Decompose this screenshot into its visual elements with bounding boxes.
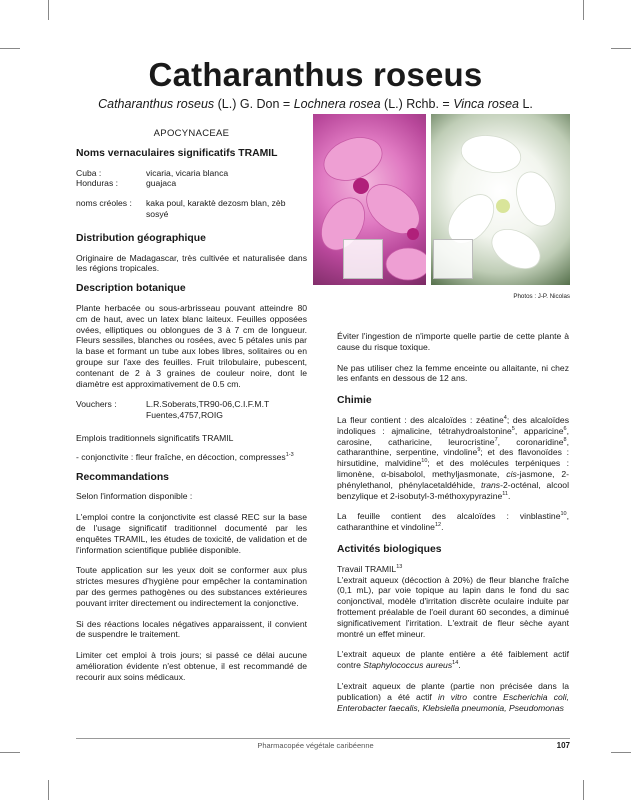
vernacular-region: noms créoles : <box>76 198 132 209</box>
chimie-text: ; et des flavonoïdes : hirsutidine, malvidine <box>337 447 570 469</box>
photo-credit: Photos : J-P. Nicolas <box>513 293 570 300</box>
synonym-name: Vinca rosea <box>453 97 519 111</box>
footer-title: Pharmacopée végétale caribéenne <box>257 741 374 750</box>
crop-mark <box>583 0 584 20</box>
reference: 6 <box>563 425 567 432</box>
emplois-item-text: - conjonctivite : fleur fraîche, en décoction, compresses <box>76 451 286 462</box>
activites-text: . <box>458 660 461 671</box>
chimie-text: -jasmone, 2-phénylethanol, phénylacetaldéhide, <box>337 468 569 490</box>
activites-paragraph: L'extrait aqueux (décoction à 20%) de fleur blanche fraîche (0,1 mL), par voie topique au lapin dans le fond du sac conjonctival, modèle d'irritation discrète oculaire induite par frottement préalable de l'oeil durant 60 secondes, a diminué significativement l'irritation. L'extrait de fleur sèche ayant montré un effet mineur. <box>337 574 569 639</box>
chimie-italic: trans <box>481 479 501 490</box>
crop-mark <box>0 48 20 49</box>
reference: 1-3 <box>285 451 294 458</box>
reference: 14 <box>452 660 459 667</box>
recommandation-paragraph: Ne pas utiliser chez la femme enceinte ou allaitante, ni chez les enfants en dessous de 12 ans. <box>337 362 569 384</box>
synonyms-line <box>0 97 631 111</box>
footer-divider <box>76 738 570 739</box>
chimie-text: -2-octénal, alcool benzylique et 2-isobutyl-3-méthoxypyrazine <box>337 479 569 501</box>
chimie-text: . <box>441 522 444 533</box>
vernacular-region: Cuba : <box>76 167 102 178</box>
synonym-author: L. <box>518 97 533 111</box>
activites-paragraph <box>337 649 569 671</box>
section-heading-activites: Activités biologiques <box>337 543 442 555</box>
vernacular-row <box>76 198 307 220</box>
crop-mark <box>48 0 49 20</box>
reference: 8 <box>563 436 567 443</box>
reference: 12 <box>434 522 442 529</box>
section-heading-recommandations: Recommandations <box>76 471 169 483</box>
synonym-author: (L.) Rchb. = <box>380 97 454 111</box>
recommandation-paragraph: Selon l'information disponible : <box>76 491 193 502</box>
reference: 5 <box>511 425 515 432</box>
activites-italic: Escherichia coli, Enterobacter faecalis, Klebsiella pneumonia, Pseudomonas <box>337 691 569 713</box>
botanique-text: Plante herbacée ou sous-arbrisseau pouvant atteindre 80 cm de haut, avec un latex blanc laiteux. Feuilles opposées ovées, elliptiques ou oblongues de 3 à 7 cm de longueur. Fleurs sessiles, blanches ou rosées, avec 5 pétales unis par la base et formant un tube aux lobes libres, solitaires ou en groupe sur l'axe des feuilles. Fruit trilobulaire, pubescent, contenant de 2 à 3 graines de couleur noire, dont le diamètre est approximativement de 0.5 cm. <box>76 302 307 389</box>
chimie-text: , catharanthine, serpentine, vindoline <box>337 436 569 458</box>
activites-italic: in vitro <box>437 691 468 702</box>
emplois-heading: Emplois traditionnels significatifs TRAMIL <box>76 432 234 443</box>
recommandation-paragraph: Toute application sur les yeux doit se conformer aux plus strictes mesures d'hygiène pour empêcher la contamination par des germes pathogènes ou des substances extérieures pouvant irriter directement ou indirectement la conjonctive. <box>76 565 307 608</box>
vernacular-names: guajaca <box>146 178 177 189</box>
right-column <box>337 331 569 723</box>
reference: 10 <box>560 511 567 518</box>
activites-italic: Staphylococcus aureus <box>363 660 453 671</box>
activites-text: L'extrait aqueux de plante entière a été faiblement actif contre <box>337 649 569 671</box>
pink-flower-photo <box>313 114 426 285</box>
chimie-paragraph <box>337 511 569 533</box>
recommandation-paragraph: L'emploi contre la conjonctivite est classé REC sur la base de l'usage significatif traditionnel documenté par les enquêtes TRAMIL, les études de toxicité, de validation et de l'information scientifique publiée disponible. <box>76 512 307 555</box>
vernacular-row <box>76 178 307 189</box>
section-heading-chimie: Chimie <box>337 395 372 407</box>
chimie-italic: cis <box>506 468 517 479</box>
chimie-text: La fleur contient : des alcaloïdes : zéatine <box>337 414 504 425</box>
chimie-text: , carosine, catharicine, leurocristine <box>337 425 569 447</box>
chimie-text: . <box>508 490 511 501</box>
recommandation-paragraph: Éviter l'ingestion de n'importe quelle partie de cette plante à cause du risque toxique. <box>337 331 569 352</box>
vouchers-value: L.R.Soberats,TR90-06,C.I.F.M.T Fuentes,4757,ROIG <box>146 399 270 421</box>
section-heading-distribution: Distribution géographique <box>76 232 206 244</box>
crop-mark <box>611 48 631 49</box>
chimie-text: , apparicine <box>514 425 564 436</box>
activites-subheading <box>337 564 569 575</box>
recommandation-paragraph: Si des réactions locales négatives apparaissent, il convient de suspendre le traitement. <box>76 618 307 640</box>
reference: 11 <box>502 490 508 497</box>
chimie-text: ; des alcaloïdes indoliques : ajmalicine, tétrahydroalstonine <box>337 414 569 436</box>
reference: 9 <box>477 447 481 454</box>
vernacular-names: vicaria, vicaria blanca <box>146 167 229 178</box>
crop-mark <box>583 780 584 800</box>
emplois-item <box>76 452 307 463</box>
botanical-sketch-icon <box>343 239 383 279</box>
chimie-text: ; et des molécules terpéniques : limonène, α-bisabolol, methyljasmonate, <box>337 458 569 479</box>
vernacular-region: Honduras : <box>76 178 119 189</box>
vouchers-row <box>76 399 307 421</box>
vernacular-row <box>76 168 307 179</box>
chimie-text: La feuille contient des alcaloïdes : vinblastine <box>337 511 561 522</box>
activites-sub-text: Travail TRAMIL <box>337 563 397 574</box>
chimie-text: , coronaridine <box>497 436 564 447</box>
synonym-name: Catharanthus roseus <box>98 97 215 111</box>
synonym-name: Lochnera rosea <box>293 97 381 111</box>
chimie-paragraph <box>337 415 569 501</box>
botanical-sketch-icon <box>433 239 473 279</box>
activites-text: L'extrait aqueux de plante (partie non précisée dans la publication) a été actif <box>337 680 569 702</box>
activites-paragraph <box>337 681 569 713</box>
crop-mark <box>611 752 631 753</box>
synonym-author: (L.) G. Don = <box>214 97 294 111</box>
section-heading-vernacular: Noms vernaculaires significatifs TRAMIL <box>76 147 278 159</box>
activites-text: contre <box>467 691 504 702</box>
vernacular-names: kaka poul, karaktè dezosm blan, zèb sosyé <box>146 198 286 219</box>
recommandation-paragraph: Limiter cet emploi à trois jours; si passé ce délai aucune amélioration évidente n'est obtenue, il est recommandé de recourir aux soins médicaux. <box>76 650 307 682</box>
section-heading-botanique: Description botanique <box>76 283 186 295</box>
reference: 4 <box>503 415 507 422</box>
distribution-text: Originaire de Madagascar, très cultivée et naturalisée dans les régions tropicales. <box>76 252 307 274</box>
reference: 7 <box>494 436 498 443</box>
crop-mark <box>0 752 20 753</box>
plant-family: APOCYNACEAE <box>153 128 230 139</box>
crop-mark <box>48 780 49 800</box>
page-title: Catharanthus roseus <box>148 56 483 93</box>
reference: 10 <box>421 458 428 465</box>
vouchers-label: Vouchers : <box>76 399 117 410</box>
reference: 13 <box>396 563 403 570</box>
white-flower-photo <box>431 114 570 285</box>
left-column <box>76 125 307 692</box>
page-number: 107 <box>556 741 570 750</box>
chimie-text: , catharanthine et vindoline <box>337 511 569 533</box>
